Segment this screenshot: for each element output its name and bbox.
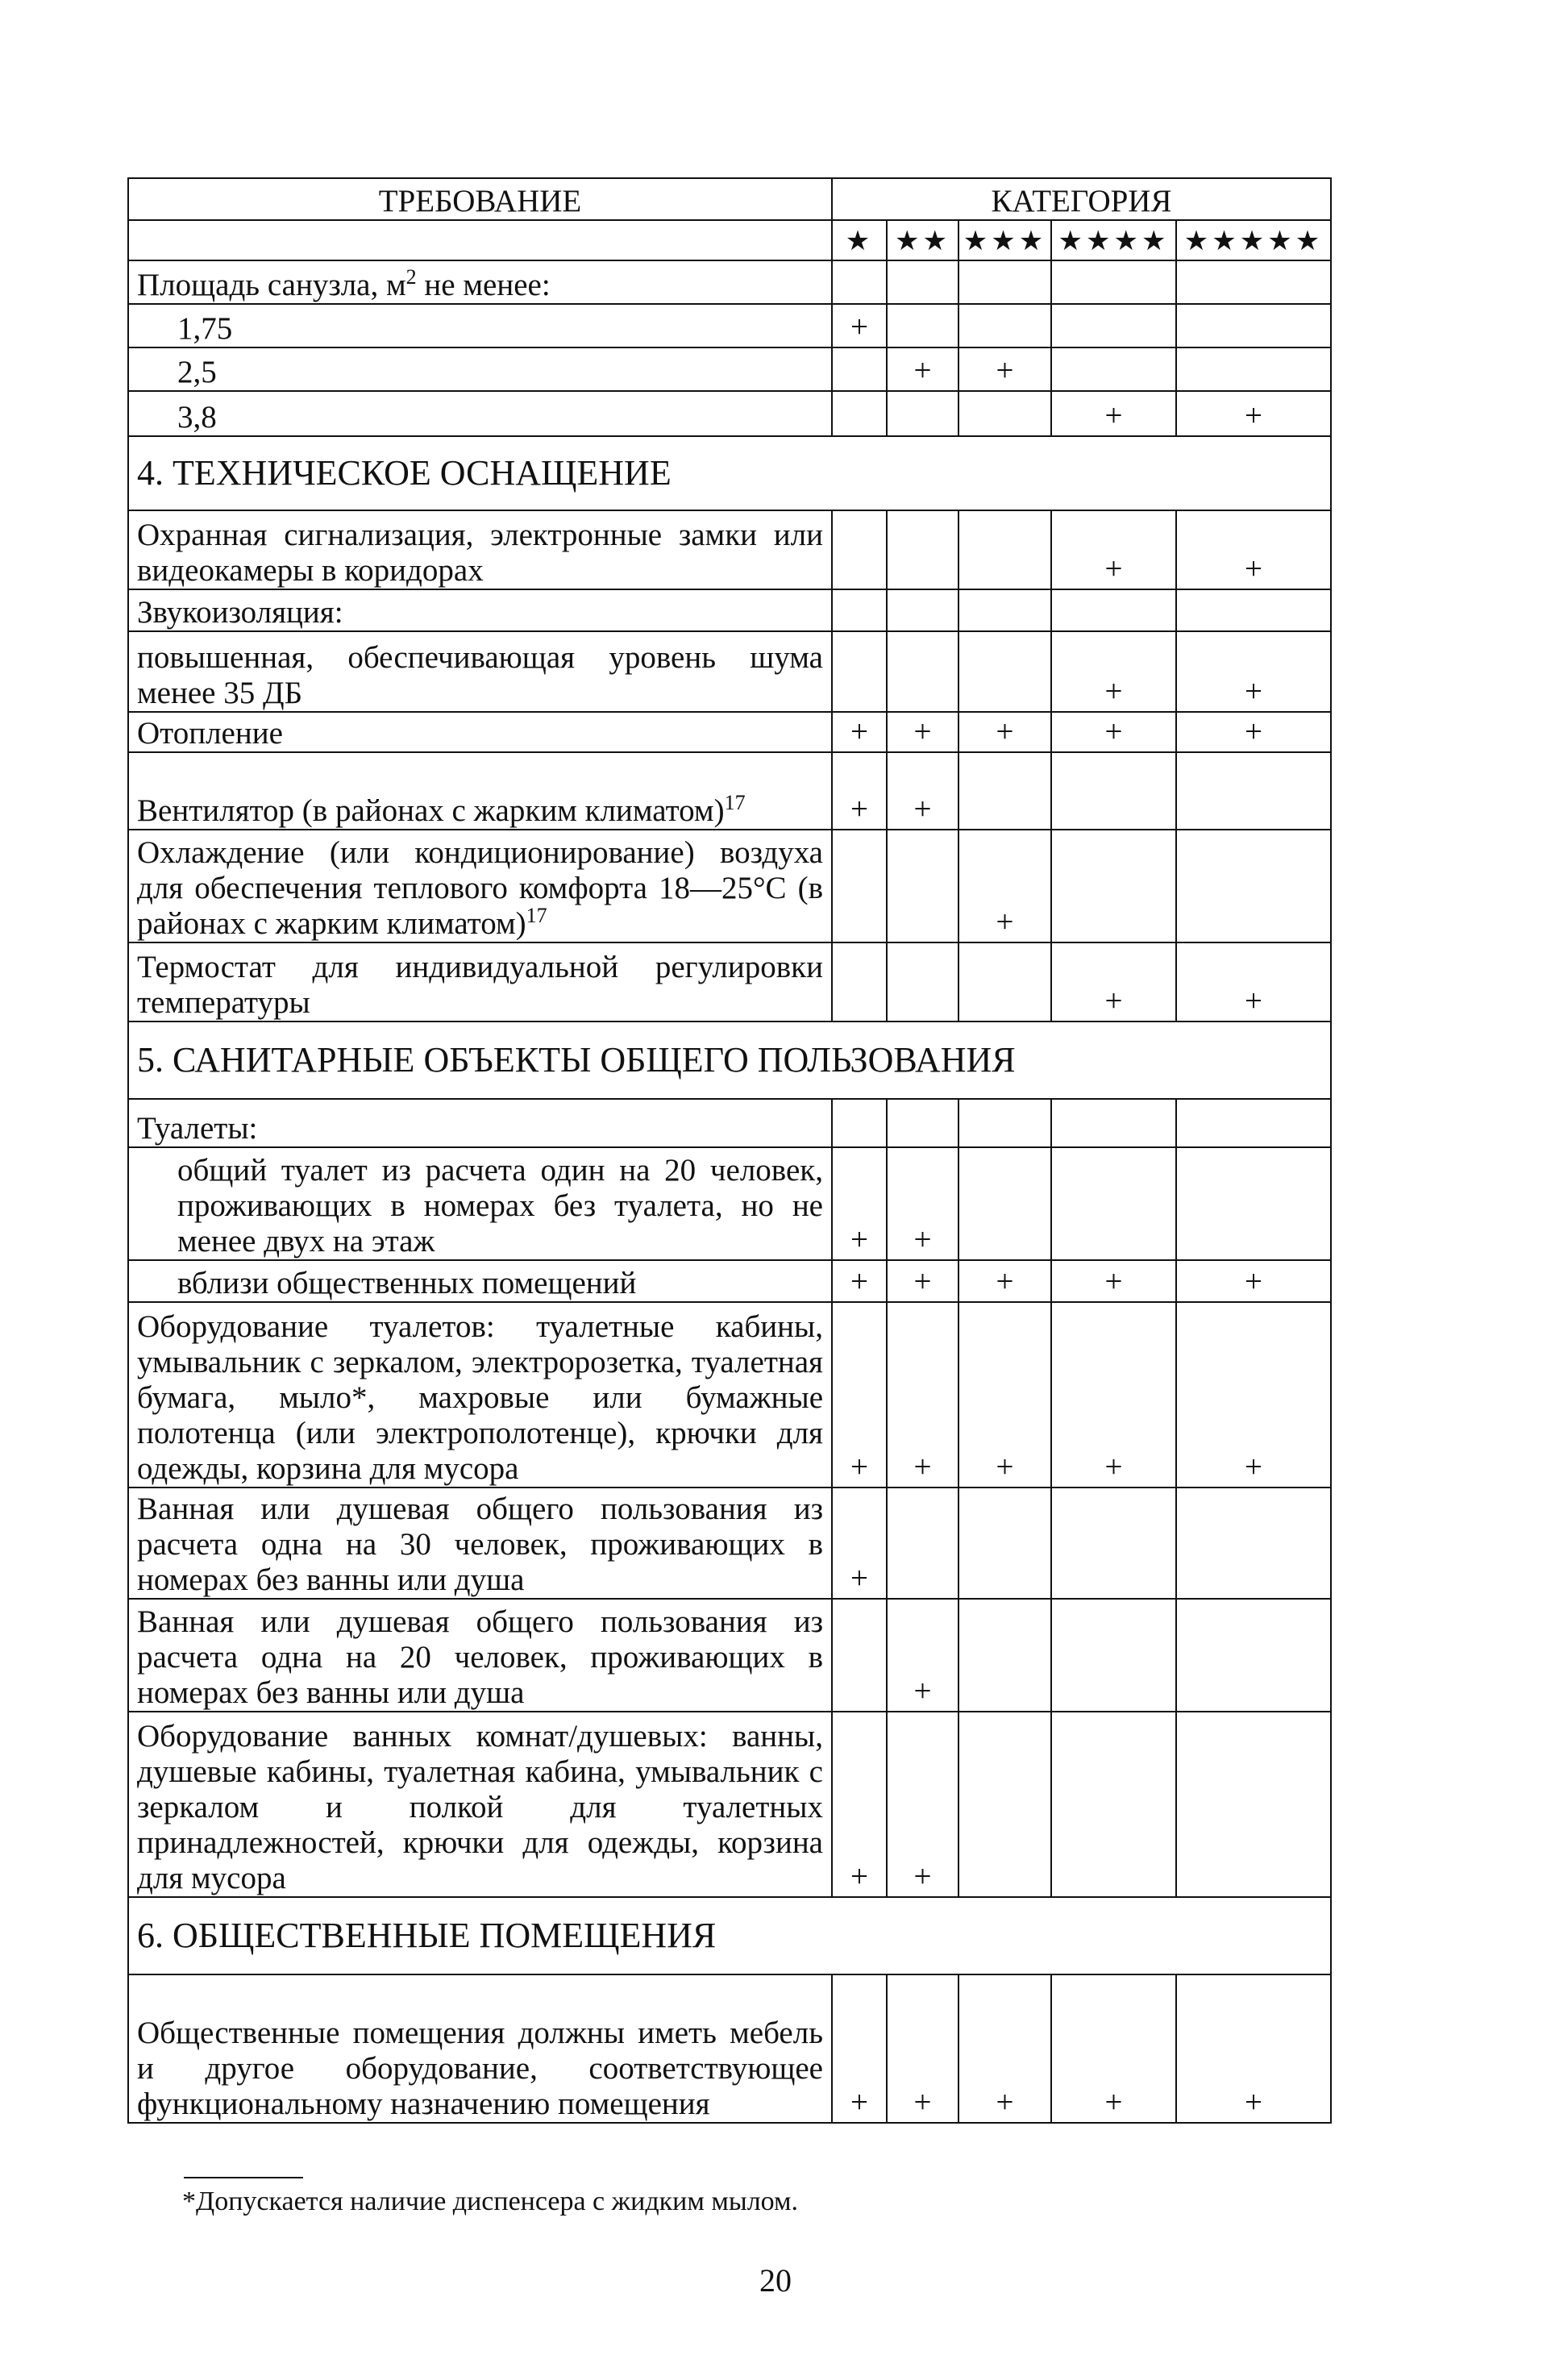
page-number: 20 bbox=[759, 2262, 792, 2299]
bath-30-label: Ванная или душевая общего пользования из расчета одна на 30 человек, проживающих в номерах без ванны или душа bbox=[128, 1488, 832, 1599]
star-category-5: ★★★★★ bbox=[1176, 220, 1331, 260]
table-row: Термостат для индивидуальной регулировки температуры + + bbox=[128, 942, 1331, 1021]
table-row: Оборудование туалетов: туалетные кабины, умывальник с зеркалом, электророзетка, туалетная бумага, мыло*, махровые или бумажные полотенца (или электрополотенце), крючки для одежды, корзина для мусора + + + + + bbox=[128, 1302, 1331, 1488]
section-5-title: 5. САНИТАРНЫЕ ОБЪЕКТЫ ОБЩЕГО ПОЛЬЗОВАНИЯ bbox=[128, 1021, 1331, 1099]
table-row: Общественные помещения должны иметь мебель и другое оборудование, соответствующее функциональному назначению помещения + + + + + bbox=[128, 1974, 1331, 2123]
table-row: 2,5 + + bbox=[128, 347, 1331, 391]
section-row bbox=[128, 1021, 1331, 1099]
table-row: вблизи общественных помещений + + + + + bbox=[128, 1260, 1331, 1302]
soundproof-label: Звукоизоляция: bbox=[128, 589, 832, 631]
fan-label: Вентилятор (в районах с жарким климатом)$^{17}$ bbox=[128, 752, 832, 830]
table-row: Охлаждение (или кондиционирование) воздуха для обеспечения теплового комфорта 18—25°С (в районах с жарким климатом)$^{17}$ + bbox=[128, 830, 1331, 942]
table-header-row bbox=[128, 178, 1331, 220]
table-row: Охранная сигнализация, электронные замки или видеокамеры в коридорах + + bbox=[128, 510, 1331, 589]
section-row bbox=[128, 1897, 1331, 1974]
table-row: Ванная или душевая общего пользования из расчета одна на 30 человек, проживающих в номерах без ванны или душа + bbox=[128, 1488, 1331, 1599]
heating-label: Отопление bbox=[128, 712, 832, 752]
bath-equipment-label: Оборудование ванных комнат/душевых: ванны, душевые кабины, туалетная кабина, умывальник с зеркалом и полкой для туалетных принадлежностей, крючки для одежды, корзина для мусора bbox=[128, 1712, 832, 1897]
star-category-4: ★★★★ bbox=[1051, 220, 1176, 260]
table-row: 3,8 + + bbox=[128, 391, 1331, 436]
requirement-header: ТРЕБОВАНИЕ bbox=[128, 178, 832, 220]
table-row: 1,75 + bbox=[128, 304, 1331, 347]
area-label: Площадь санузла, $м^2$ не менее: bbox=[128, 260, 832, 304]
table-row: Оборудование ванных комнат/душевых: ванны, душевые кабины, туалетная кабина, умывальник с зеркалом и полкой для туалетных принадлежностей, крючки для одежды, корзина для мусора + + bbox=[128, 1712, 1331, 1897]
thermostat-label: Термостат для индивидуальной регулировки температуры bbox=[128, 942, 832, 1021]
requirements-table bbox=[127, 177, 1332, 2124]
star-category-1: ★ bbox=[832, 220, 887, 260]
cooling-label: Охлаждение (или кондиционирование) воздуха для обеспечения теплового комфорта 18—25°С (в районах с жарким климатом)$^{17}$ bbox=[128, 830, 832, 942]
bath-20-label: Ванная или душевая общего пользования из расчета одна на 20 человек, проживающих в номерах без ванны или душа bbox=[128, 1599, 832, 1712]
category-header: КАТЕГОРИЯ bbox=[832, 178, 1331, 220]
toilet-equipment-label: Оборудование туалетов: туалетные кабины, умывальник с зеркалом, электророзетка, туалетная бумага, мыло*, махровые или бумажные полотенца (или электрополотенце), крючки для одежды, корзина для мусора bbox=[128, 1302, 832, 1488]
area-1-75: 1,75 bbox=[128, 304, 832, 347]
stars-row bbox=[128, 220, 1331, 260]
section-4-title: 4. ТЕХНИЧЕСКОЕ ОСНАЩЕНИЕ bbox=[128, 436, 1331, 510]
table-row bbox=[128, 1099, 1331, 1147]
star-category-2: ★★ bbox=[887, 220, 958, 260]
footnote-divider bbox=[184, 2177, 303, 2178]
table-row bbox=[128, 260, 1331, 304]
public-rooms-label: Общественные помещения должны иметь мебель и другое оборудование, соответствующее функциональному назначению помещения bbox=[128, 1974, 832, 2123]
table-row: общий туалет из расчета один на 20 человек, проживающих в номерах без туалета, но не менее двух на этаж + + bbox=[128, 1147, 1331, 1260]
toilet-public-label: вблизи общественных помещений bbox=[128, 1260, 832, 1302]
security-label: Охранная сигнализация, электронные замки или видеокамеры в коридорах bbox=[128, 510, 832, 589]
table-row bbox=[128, 589, 1331, 631]
area-2-5: 2,5 bbox=[128, 347, 832, 391]
soundproof-high-label: повышенная, обеспечивающая уровень шума менее 35 ДБ bbox=[128, 631, 832, 712]
table-row: Ванная или душевая общего пользования из расчета одна на 20 человек, проживающих в номерах без ванны или душа + bbox=[128, 1599, 1331, 1712]
footnote: *Допускается наличие диспенсера с жидким мылом. bbox=[182, 2187, 799, 2216]
star-category-3: ★★★ bbox=[958, 220, 1051, 260]
table-row: повышенная, обеспечивающая уровень шума менее 35 ДБ + + bbox=[128, 631, 1331, 712]
area-3-8: 3,8 bbox=[128, 391, 832, 436]
table-row: Отопление + + + + + bbox=[128, 712, 1331, 752]
toilets-label: Туалеты: bbox=[128, 1099, 832, 1147]
section-row bbox=[128, 436, 1331, 510]
section-6-title: 6. ОБЩЕСТВЕННЫЕ ПОМЕЩЕНИЯ bbox=[128, 1897, 1331, 1974]
toilet-general-label: общий туалет из расчета один на 20 человек, проживающих в номерах без туалета, но не менее двух на этаж bbox=[128, 1147, 832, 1260]
table-row: Вентилятор (в районах с жарким климатом)$^{17}$ + + bbox=[128, 752, 1331, 830]
